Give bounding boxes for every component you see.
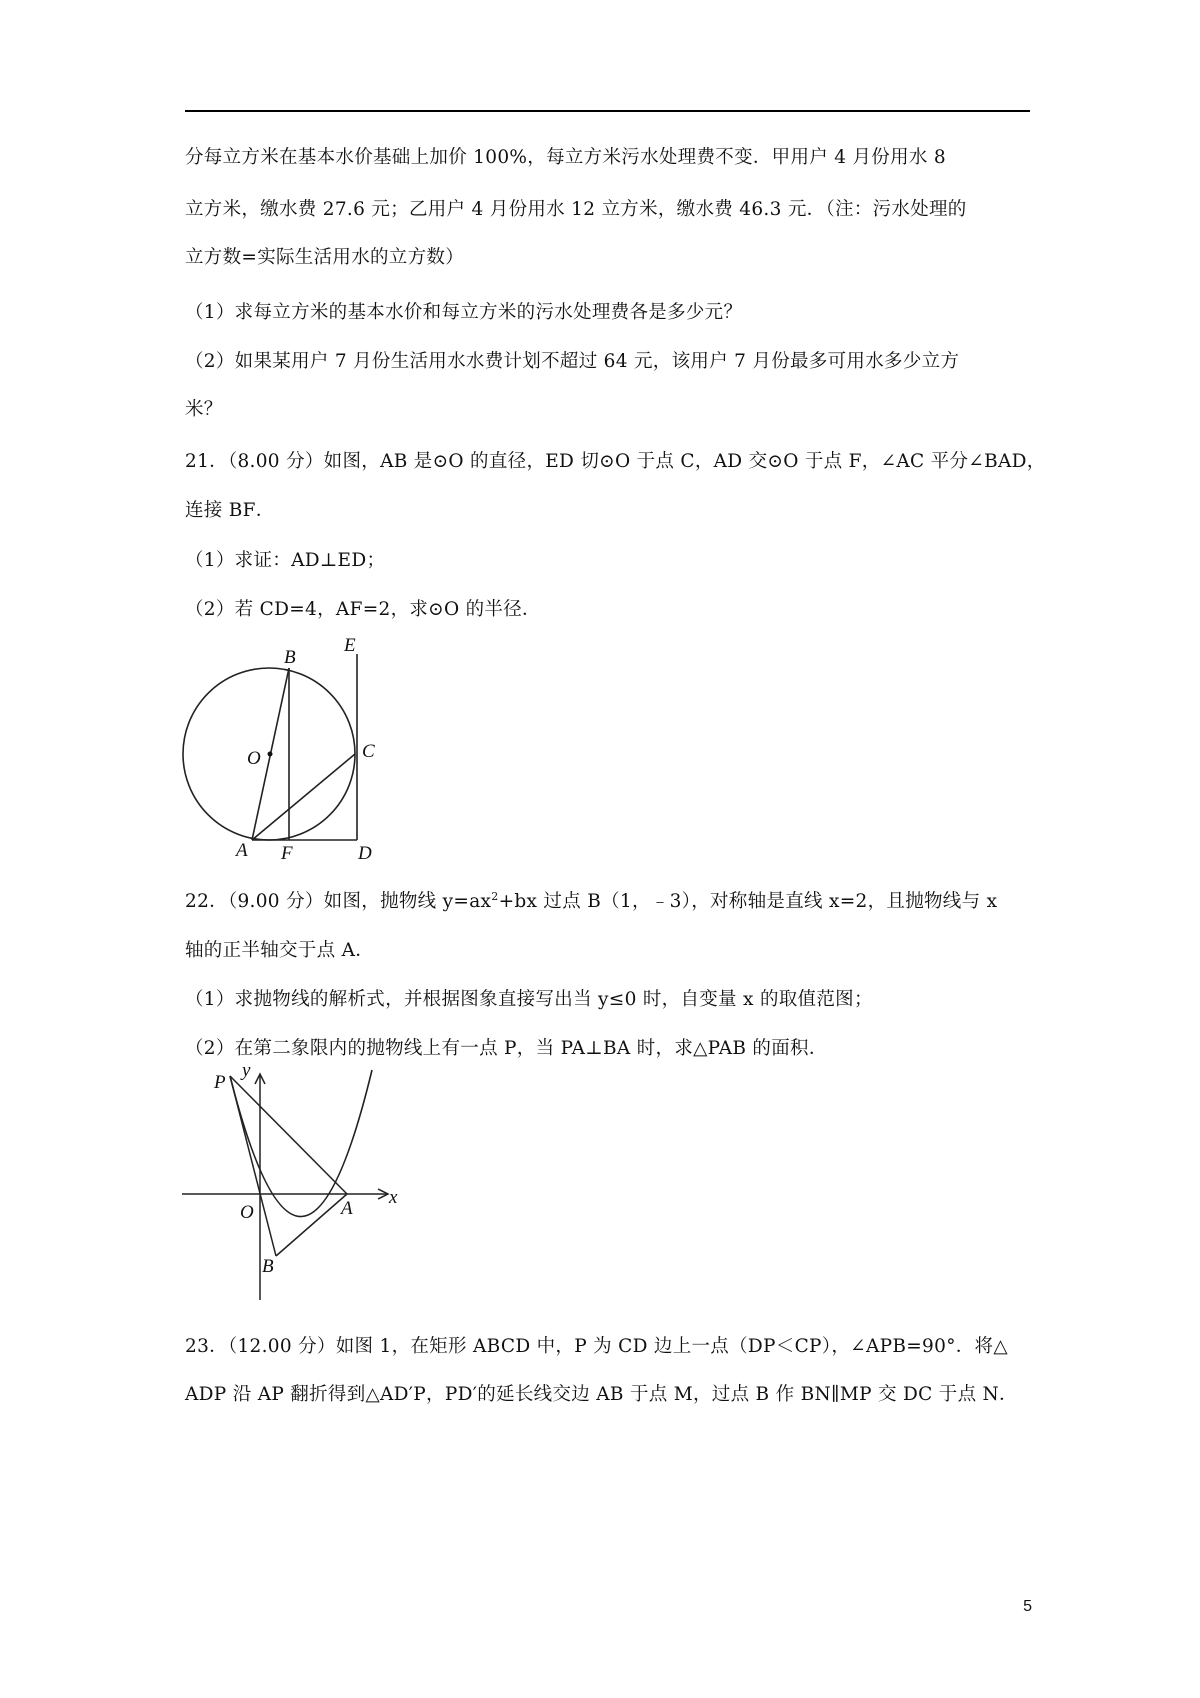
- q21-stem-line-1: 21．（8.00 分）如图，AB 是⊙O 的直径，ED 切⊙O 于点 C，AD 交⊙O 于点 F，∠AC 平分∠BAD，: [185, 451, 1046, 472]
- q20-part-1: （1）求每立方米的基本水价和每立方米的污水处理费各是多少元？: [185, 302, 743, 323]
- label-B: B: [262, 1256, 274, 1277]
- q20-part-2-line-2: 米？: [185, 399, 223, 420]
- q22-part-2: （2）在第二象限内的抛物线上有一点 P，当 PA⊥BA 时，求△PAB 的面积．: [185, 1038, 828, 1059]
- label-A: A: [341, 1198, 353, 1219]
- label-E: E: [344, 635, 356, 656]
- q22-stem-line-2: 轴的正半轴交于点 A．: [185, 940, 375, 961]
- page-number: 5: [1023, 1598, 1032, 1615]
- q22-parabola-figure: [175, 1060, 405, 1310]
- q21-stem-line-2: 连接 BF．: [185, 500, 275, 521]
- q23-stem-line-1: 23．（12.00 分）如图 1，在矩形 ABCD 中，P 为 CD 边上一点（DP＜CP），∠APB=90°．将△: [185, 1336, 1008, 1357]
- label-D: D: [358, 843, 372, 864]
- q21-circle-figure: [175, 630, 405, 865]
- q21-part-2: （2）若 CD=4，AF=2，求⊙O 的半径．: [185, 599, 541, 620]
- label-O: O: [240, 1202, 254, 1223]
- q20-text-line-1: 分每立方米在基本水价基础上加价 100%，每立方米污水处理费不变．甲用户 4 月份用水 8: [185, 147, 946, 168]
- label-B: B: [284, 647, 296, 668]
- label-y: y: [242, 1060, 251, 1081]
- header-rule: [185, 110, 1030, 112]
- label-x: x: [389, 1187, 398, 1208]
- label-C: C: [362, 741, 375, 762]
- q20-text-line-2: 立方米，缴水费 27.6 元；乙用户 4 月份用水 12 立方米，缴水费 46.3 元．（注：污水处理的: [185, 199, 967, 220]
- label-F: F: [281, 843, 293, 864]
- q20-part-2-line-1: （2）如果某用户 7 月份生活用水水费计划不超过 64 元，该用户 7 月份最多可用水多少立方: [185, 351, 960, 372]
- label-O: O: [247, 748, 261, 769]
- q20-text-line-3: 立方数=实际生活用水的立方数）: [185, 247, 465, 268]
- q23-stem-line-2: ADP 沿 AP 翻折得到△AD′P，PD′的延长线交边 AB 于点 M，过点 B 作 BN∥MP 交 DC 于点 N．: [185, 1384, 1018, 1405]
- q21-part-1: （1）求证：AD⊥ED；: [185, 550, 386, 571]
- q22-part-1: （1）求抛物线的解析式，并根据图象直接写出当 y≤0 时，自变量 x 的取值范图；: [185, 989, 873, 1010]
- label-P: P: [214, 1072, 226, 1093]
- q22-stem-line-1: 22．（9.00 分）如图，抛物线 $y=ax^2+bx$ 过点 B（1，﹣3），对称轴是直线 x=2，且抛物线与 x: [185, 889, 998, 912]
- label-A: A: [236, 840, 248, 861]
